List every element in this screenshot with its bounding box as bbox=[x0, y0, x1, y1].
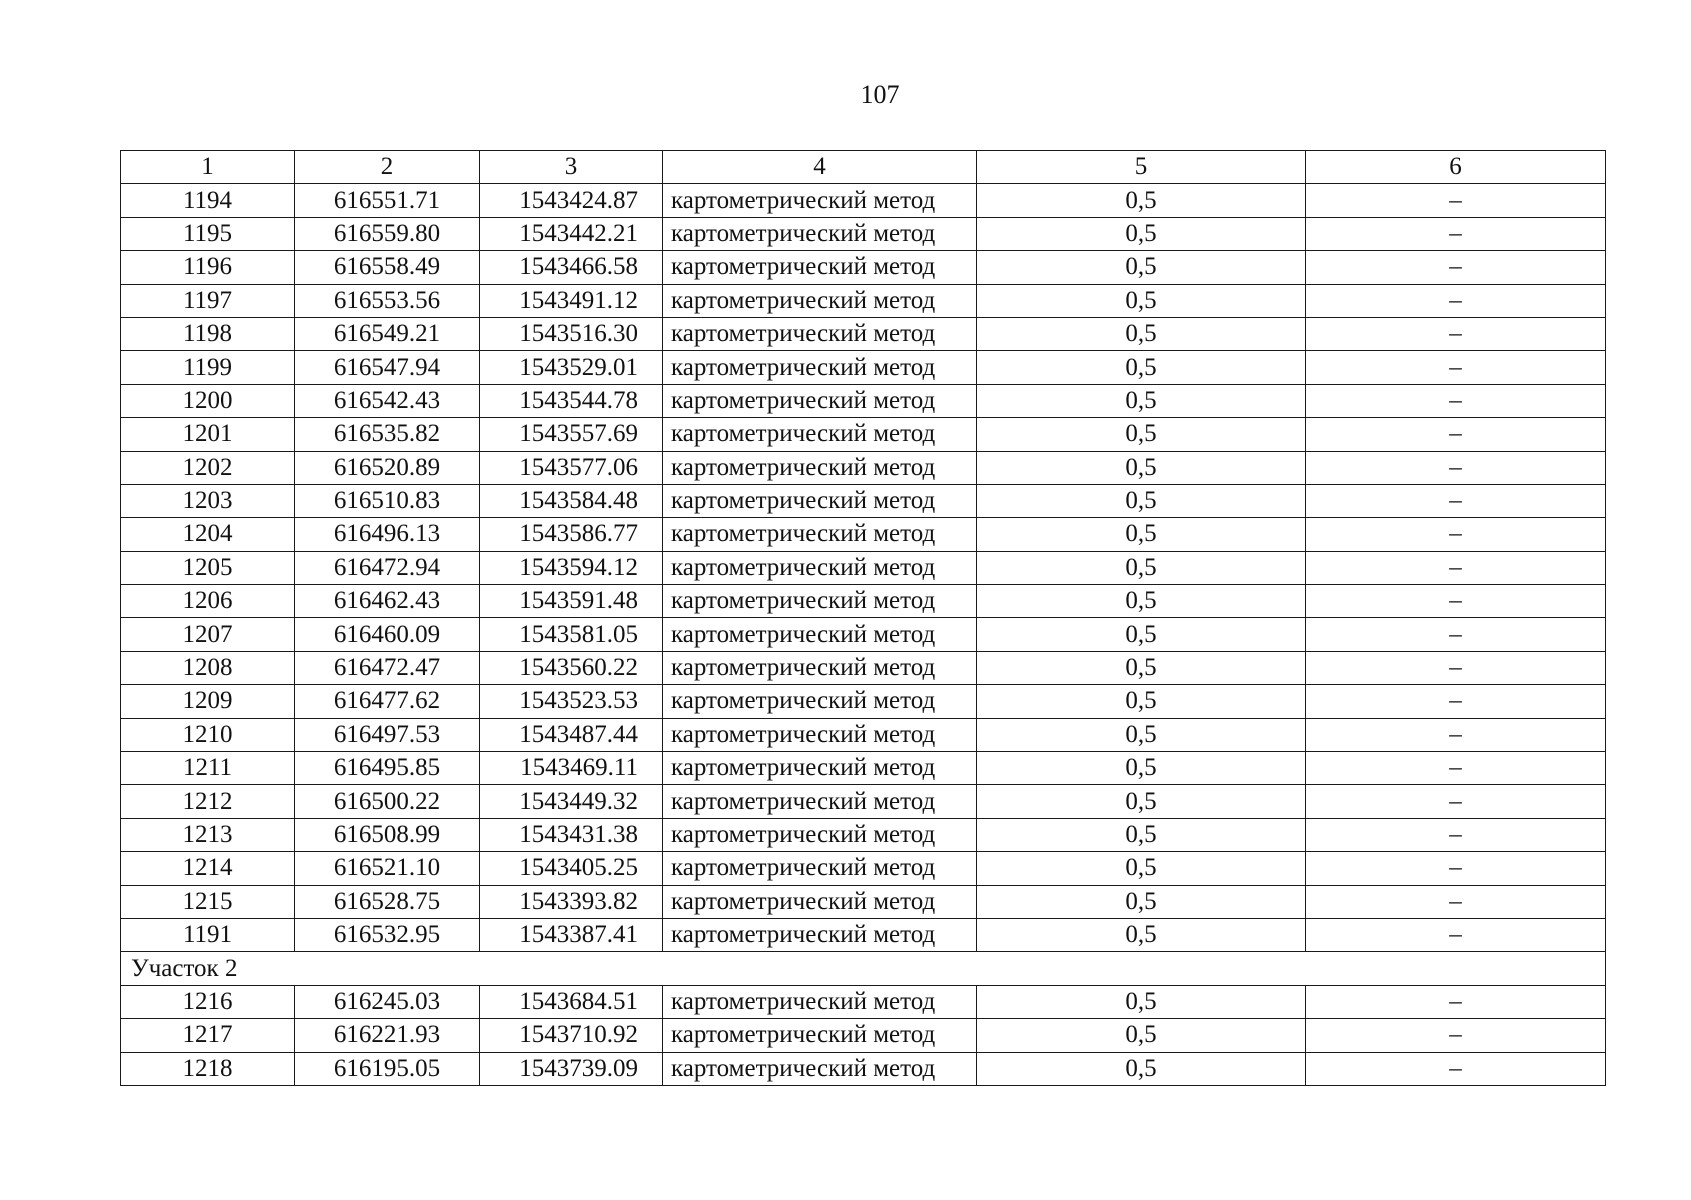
y-coordinate-cell: 1543523.53 bbox=[480, 685, 663, 718]
point-number-cell: 1191 bbox=[121, 918, 295, 951]
y-coordinate-cell: 1543739.09 bbox=[480, 1052, 663, 1085]
method-cell: картометрический метод bbox=[663, 618, 977, 651]
note-cell: – bbox=[1306, 651, 1606, 684]
table-row bbox=[121, 451, 1606, 484]
method-cell: картометрический метод bbox=[663, 351, 977, 384]
header-cell-1: 1 bbox=[121, 151, 295, 184]
table-row bbox=[121, 251, 1606, 284]
accuracy-cell: 0,5 bbox=[977, 785, 1306, 818]
y-coordinate-cell: 1543577.06 bbox=[480, 451, 663, 484]
y-coordinate-cell: 1543431.38 bbox=[480, 818, 663, 851]
coordinates-table-container bbox=[120, 150, 1605, 1086]
accuracy-cell: 0,5 bbox=[977, 718, 1306, 751]
method-cell: картометрический метод bbox=[663, 284, 977, 317]
accuracy-cell: 0,5 bbox=[977, 551, 1306, 584]
method-cell: картометрический метод bbox=[663, 852, 977, 885]
table-row bbox=[121, 484, 1606, 517]
table-row bbox=[121, 518, 1606, 551]
point-number-cell: 1204 bbox=[121, 518, 295, 551]
x-coordinate-cell: 616553.56 bbox=[295, 284, 480, 317]
x-coordinate-cell: 616472.94 bbox=[295, 551, 480, 584]
accuracy-cell: 0,5 bbox=[977, 217, 1306, 250]
method-cell: картометрический метод bbox=[663, 818, 977, 851]
point-number-cell: 1210 bbox=[121, 718, 295, 751]
note-cell: – bbox=[1306, 718, 1606, 751]
method-cell: картометрический метод bbox=[663, 217, 977, 250]
accuracy-cell: 0,5 bbox=[977, 651, 1306, 684]
method-cell: картометрический метод bbox=[663, 451, 977, 484]
x-coordinate-cell: 616521.10 bbox=[295, 852, 480, 885]
note-cell: – bbox=[1306, 1052, 1606, 1085]
point-number-cell: 1201 bbox=[121, 418, 295, 451]
point-number-cell: 1202 bbox=[121, 451, 295, 484]
y-coordinate-cell: 1543466.58 bbox=[480, 251, 663, 284]
page-number: 107 bbox=[860, 80, 900, 109]
note-cell: – bbox=[1306, 1019, 1606, 1052]
accuracy-cell: 0,5 bbox=[977, 351, 1306, 384]
table-row bbox=[121, 752, 1606, 785]
table-row bbox=[121, 685, 1606, 718]
y-coordinate-cell: 1543529.01 bbox=[480, 351, 663, 384]
x-coordinate-cell: 616532.95 bbox=[295, 918, 480, 951]
method-cell: картометрический метод bbox=[663, 251, 977, 284]
point-number-cell: 1209 bbox=[121, 685, 295, 718]
note-cell: – bbox=[1306, 284, 1606, 317]
accuracy-cell: 0,5 bbox=[977, 184, 1306, 217]
x-coordinate-cell: 616508.99 bbox=[295, 818, 480, 851]
header-cell-5: 5 bbox=[977, 151, 1306, 184]
y-coordinate-cell: 1543557.69 bbox=[480, 418, 663, 451]
table-row bbox=[121, 885, 1606, 918]
header-cell-6: 6 bbox=[1306, 151, 1606, 184]
accuracy-cell: 0,5 bbox=[977, 852, 1306, 885]
accuracy-cell: 0,5 bbox=[977, 985, 1306, 1018]
method-cell: картометрический метод bbox=[663, 785, 977, 818]
note-cell: – bbox=[1306, 451, 1606, 484]
note-cell: – bbox=[1306, 818, 1606, 851]
table-row bbox=[121, 651, 1606, 684]
method-cell: картометрический метод bbox=[663, 885, 977, 918]
x-coordinate-cell: 616535.82 bbox=[295, 418, 480, 451]
table-row bbox=[121, 351, 1606, 384]
x-coordinate-cell: 616510.83 bbox=[295, 484, 480, 517]
note-cell: – bbox=[1306, 484, 1606, 517]
accuracy-cell: 0,5 bbox=[977, 752, 1306, 785]
section-title: Участок 2 bbox=[121, 952, 1606, 985]
accuracy-cell: 0,5 bbox=[977, 418, 1306, 451]
point-number-cell: 1206 bbox=[121, 585, 295, 618]
x-coordinate-cell: 616559.80 bbox=[295, 217, 480, 250]
y-coordinate-cell: 1543684.51 bbox=[480, 985, 663, 1018]
note-cell: – bbox=[1306, 317, 1606, 350]
table-row bbox=[121, 1019, 1606, 1052]
accuracy-cell: 0,5 bbox=[977, 885, 1306, 918]
accuracy-cell: 0,5 bbox=[977, 918, 1306, 951]
x-coordinate-cell: 616497.53 bbox=[295, 718, 480, 751]
y-coordinate-cell: 1543393.82 bbox=[480, 885, 663, 918]
table-row bbox=[121, 585, 1606, 618]
header-cell-2: 2 bbox=[295, 151, 480, 184]
y-coordinate-cell: 1543387.41 bbox=[480, 918, 663, 951]
accuracy-cell: 0,5 bbox=[977, 518, 1306, 551]
point-number-cell: 1218 bbox=[121, 1052, 295, 1085]
method-cell: картометрический метод bbox=[663, 752, 977, 785]
point-number-cell: 1205 bbox=[121, 551, 295, 584]
x-coordinate-cell: 616549.21 bbox=[295, 317, 480, 350]
x-coordinate-cell: 616477.62 bbox=[295, 685, 480, 718]
note-cell: – bbox=[1306, 384, 1606, 417]
note-cell: – bbox=[1306, 585, 1606, 618]
x-coordinate-cell: 616520.89 bbox=[295, 451, 480, 484]
accuracy-cell: 0,5 bbox=[977, 451, 1306, 484]
x-coordinate-cell: 616558.49 bbox=[295, 251, 480, 284]
point-number-cell: 1196 bbox=[121, 251, 295, 284]
coordinates-table bbox=[120, 150, 1606, 1086]
point-number-cell: 1199 bbox=[121, 351, 295, 384]
y-coordinate-cell: 1543560.22 bbox=[480, 651, 663, 684]
table-row bbox=[121, 852, 1606, 885]
x-coordinate-cell: 616462.43 bbox=[295, 585, 480, 618]
y-coordinate-cell: 1543424.87 bbox=[480, 184, 663, 217]
note-cell: – bbox=[1306, 785, 1606, 818]
y-coordinate-cell: 1543581.05 bbox=[480, 618, 663, 651]
y-coordinate-cell: 1543544.78 bbox=[480, 384, 663, 417]
x-coordinate-cell: 616528.75 bbox=[295, 885, 480, 918]
note-cell: – bbox=[1306, 551, 1606, 584]
y-coordinate-cell: 1543487.44 bbox=[480, 718, 663, 751]
y-coordinate-cell: 1543405.25 bbox=[480, 852, 663, 885]
note-cell: – bbox=[1306, 985, 1606, 1018]
x-coordinate-cell: 616496.13 bbox=[295, 518, 480, 551]
method-cell: картометрический метод bbox=[663, 317, 977, 350]
y-coordinate-cell: 1543469.11 bbox=[480, 752, 663, 785]
table-row bbox=[121, 284, 1606, 317]
x-coordinate-cell: 616495.85 bbox=[295, 752, 480, 785]
point-number-cell: 1198 bbox=[121, 317, 295, 350]
y-coordinate-cell: 1543442.21 bbox=[480, 217, 663, 250]
method-cell: картометрический метод bbox=[663, 918, 977, 951]
table-row bbox=[121, 818, 1606, 851]
method-cell: картометрический метод bbox=[663, 718, 977, 751]
x-coordinate-cell: 616551.71 bbox=[295, 184, 480, 217]
y-coordinate-cell: 1543710.92 bbox=[480, 1019, 663, 1052]
y-coordinate-cell: 1543591.48 bbox=[480, 585, 663, 618]
table-row bbox=[121, 918, 1606, 951]
point-number-cell: 1208 bbox=[121, 651, 295, 684]
note-cell: – bbox=[1306, 217, 1606, 250]
x-coordinate-cell: 616245.03 bbox=[295, 985, 480, 1018]
table-row bbox=[121, 985, 1606, 1018]
x-coordinate-cell: 616500.22 bbox=[295, 785, 480, 818]
table-row bbox=[121, 618, 1606, 651]
accuracy-cell: 0,5 bbox=[977, 484, 1306, 517]
note-cell: – bbox=[1306, 418, 1606, 451]
x-coordinate-cell: 616195.05 bbox=[295, 1052, 480, 1085]
note-cell: – bbox=[1306, 852, 1606, 885]
note-cell: – bbox=[1306, 885, 1606, 918]
x-coordinate-cell: 616221.93 bbox=[295, 1019, 480, 1052]
accuracy-cell: 0,5 bbox=[977, 585, 1306, 618]
method-cell: картометрический метод bbox=[663, 685, 977, 718]
accuracy-cell: 0,5 bbox=[977, 1019, 1306, 1052]
header-cell-4: 4 bbox=[663, 151, 977, 184]
point-number-cell: 1194 bbox=[121, 184, 295, 217]
x-coordinate-cell: 616472.47 bbox=[295, 651, 480, 684]
y-coordinate-cell: 1543449.32 bbox=[480, 785, 663, 818]
note-cell: – bbox=[1306, 752, 1606, 785]
accuracy-cell: 0,5 bbox=[977, 1052, 1306, 1085]
point-number-cell: 1195 bbox=[121, 217, 295, 250]
note-cell: – bbox=[1306, 618, 1606, 651]
point-number-cell: 1215 bbox=[121, 885, 295, 918]
method-cell: картометрический метод bbox=[663, 585, 977, 618]
point-number-cell: 1217 bbox=[121, 1019, 295, 1052]
x-coordinate-cell: 616460.09 bbox=[295, 618, 480, 651]
method-cell: картометрический метод bbox=[663, 1052, 977, 1085]
point-number-cell: 1214 bbox=[121, 852, 295, 885]
point-number-cell: 1197 bbox=[121, 284, 295, 317]
point-number-cell: 1212 bbox=[121, 785, 295, 818]
accuracy-cell: 0,5 bbox=[977, 251, 1306, 284]
table-row bbox=[121, 1052, 1606, 1085]
table-body bbox=[121, 151, 1606, 1086]
accuracy-cell: 0,5 bbox=[977, 685, 1306, 718]
note-cell: – bbox=[1306, 184, 1606, 217]
method-cell: картометрический метод bbox=[663, 484, 977, 517]
accuracy-cell: 0,5 bbox=[977, 618, 1306, 651]
method-cell: картометрический метод bbox=[663, 1019, 977, 1052]
point-number-cell: 1200 bbox=[121, 384, 295, 417]
table-row bbox=[121, 418, 1606, 451]
y-coordinate-cell: 1543516.30 bbox=[480, 317, 663, 350]
note-cell: – bbox=[1306, 251, 1606, 284]
method-cell: картометрический метод bbox=[663, 551, 977, 584]
x-coordinate-cell: 616547.94 bbox=[295, 351, 480, 384]
point-number-cell: 1207 bbox=[121, 618, 295, 651]
y-coordinate-cell: 1543584.48 bbox=[480, 484, 663, 517]
accuracy-cell: 0,5 bbox=[977, 384, 1306, 417]
method-cell: картометрический метод bbox=[663, 184, 977, 217]
method-cell: картометрический метод bbox=[663, 384, 977, 417]
header-row bbox=[121, 151, 1606, 184]
point-number-cell: 1211 bbox=[121, 752, 295, 785]
y-coordinate-cell: 1543594.12 bbox=[480, 551, 663, 584]
header-cell-3: 3 bbox=[480, 151, 663, 184]
table-row bbox=[121, 718, 1606, 751]
table-row bbox=[121, 785, 1606, 818]
accuracy-cell: 0,5 bbox=[977, 317, 1306, 350]
table-row bbox=[121, 551, 1606, 584]
method-cell: картометрический метод bbox=[663, 418, 977, 451]
note-cell: – bbox=[1306, 918, 1606, 951]
table-row bbox=[121, 384, 1606, 417]
accuracy-cell: 0,5 bbox=[977, 284, 1306, 317]
y-coordinate-cell: 1543491.12 bbox=[480, 284, 663, 317]
note-cell: – bbox=[1306, 351, 1606, 384]
method-cell: картометрический метод bbox=[663, 651, 977, 684]
point-number-cell: 1216 bbox=[121, 985, 295, 1018]
table-row bbox=[121, 184, 1606, 217]
point-number-cell: 1213 bbox=[121, 818, 295, 851]
table-row bbox=[121, 317, 1606, 350]
x-coordinate-cell: 616542.43 bbox=[295, 384, 480, 417]
method-cell: картометрический метод bbox=[663, 985, 977, 1018]
method-cell: картометрический метод bbox=[663, 518, 977, 551]
point-number-cell: 1203 bbox=[121, 484, 295, 517]
table-row bbox=[121, 217, 1606, 250]
note-cell: – bbox=[1306, 685, 1606, 718]
section-title-row bbox=[121, 952, 1606, 985]
y-coordinate-cell: 1543586.77 bbox=[480, 518, 663, 551]
accuracy-cell: 0,5 bbox=[977, 818, 1306, 851]
note-cell: – bbox=[1306, 518, 1606, 551]
